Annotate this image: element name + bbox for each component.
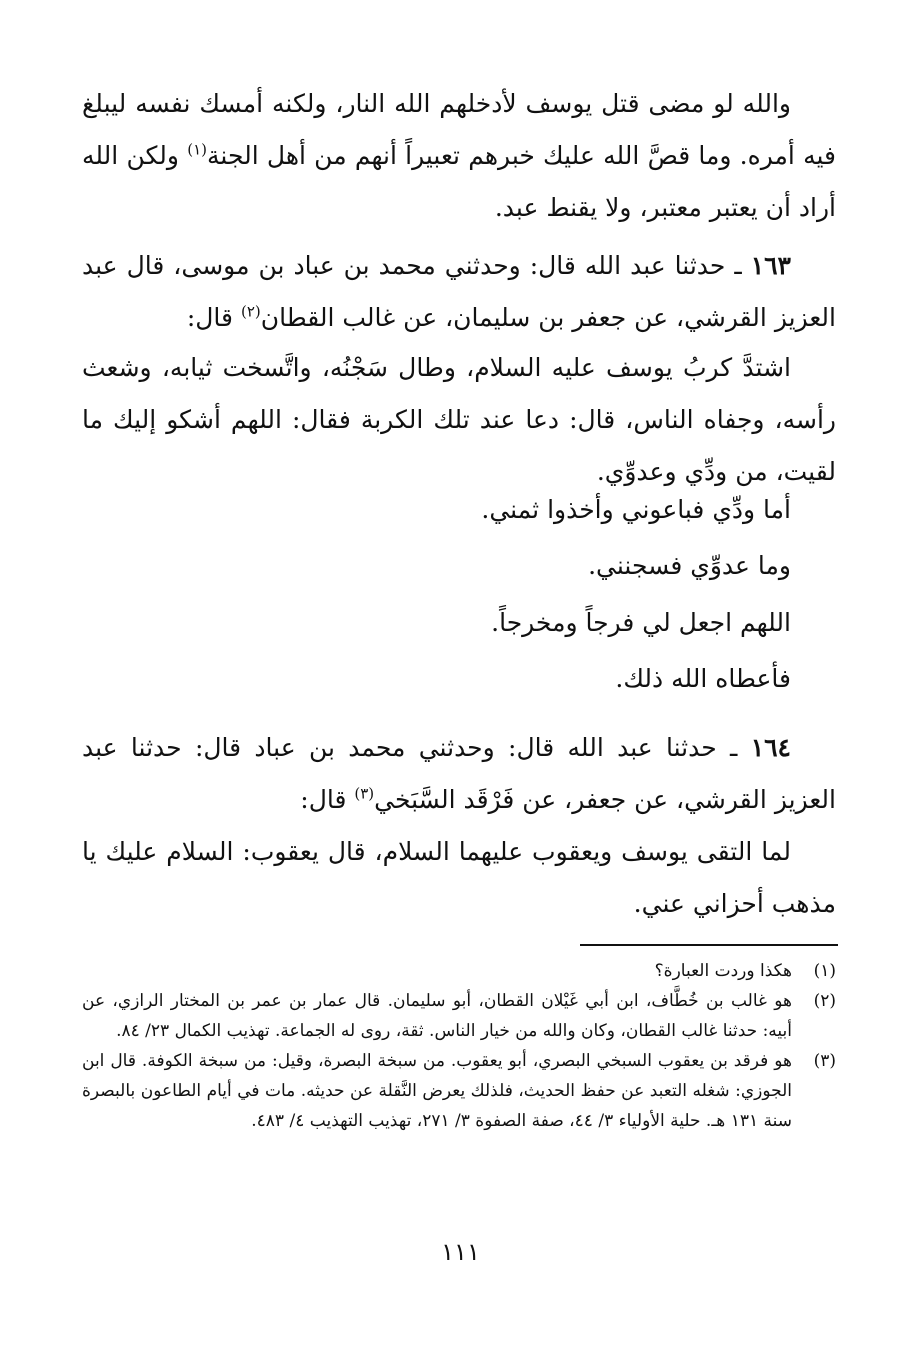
- paragraph-1: [82, 78, 836, 234]
- hadith-164-block: [82, 722, 836, 826]
- hadith-164-text: ـ حدثنا عبد الله قال: وحدثني محمد بن عباد قال: حدثنا عبد العزيز القرشي، عن جعفر، عن فَرْقَد السَّبَخي: [82, 733, 836, 814]
- footnote-ref-1: (١): [187, 140, 208, 159]
- hadith-163-isnad: [82, 240, 836, 344]
- footnote-2-mark: (٢): [813, 991, 836, 1011]
- footnotes-section: [82, 956, 836, 1136]
- footnote-2-text: هو غالب بن خُطَّاف، ابن أبي غَيْلان القطان، أبو سليمان. قال عمار بن عمر بن المختار الرازي، عن أبيه: حدثنا غالب القطان، وكان والله من خيار الناس. ثقة، روى له الجماعة. تهذيب الكمال ٢٣/ ٨٤.: [82, 991, 792, 1041]
- hadith-164-isnad: [82, 722, 836, 826]
- hadith-164-number: ١٦٤: [750, 733, 791, 762]
- hadith-163-text: ـ حدثنا عبد الله قال: وحدثني محمد بن عباد بن موسى، قال عبد العزيز القرشي، عن جعفر بن سليمان، عن غالب القطان: [82, 251, 836, 332]
- footnote-1-mark: (١): [813, 961, 836, 981]
- hadith-163-number: ١٦٣: [750, 251, 791, 280]
- verse-line-2: وما عدوِّي فسجنني.: [588, 551, 791, 580]
- page-number: ١١١: [441, 1238, 480, 1266]
- paragraph-5-block: [82, 826, 836, 930]
- hadith-163-end: قال:: [186, 303, 241, 332]
- footnote-1-text: هكذا وردت العبارة؟: [654, 961, 792, 981]
- hadith-163-block: [82, 240, 836, 344]
- paragraph-5: لما التقى يوسف ويعقوب عليهما السلام، قال يعقوب: السلام عليك يا مذهب أحزاني عني.: [82, 837, 836, 918]
- footnote-3-text: هو فرقد بن يعقوب السبخي البصري، أبو يعقوب. من سبخة البصرة، وقيل: من سبخة الكوفة. قال ابن الجوزي: شغله التعبد عن حفظ الحديث، فلذلك يعرض النَّقلة عن حديثه. مات في أيام الطاعون بالبصرة سنة ١٣١ هـ. حلية الأولياء ٣/ ٤٤، صفة الصفوة ٣/ ٢٧١، تهذيب التهذيب ٤/ ٤٨٣.: [82, 1051, 792, 1131]
- footnote-3: [82, 1046, 836, 1136]
- paragraph-1-end: ولكن الله أراد أن يعتبر معتبر، ولا يقنط عبد.: [82, 141, 836, 222]
- paragraph-1-text: والله لو مضى قتل يوسف لأدخلهم الله النار، ولكنه أمسك نفسه ليبلغ فيه أمره. وما قصَّ الله عليك خبرهم تعبيراً أنهم من أهل الجنة: [82, 89, 836, 170]
- footnote-3-mark: (٣): [813, 1051, 836, 1071]
- paragraph-3: اشتدَّ كربُ يوسف عليه السلام، وطال سَجْنُه، واتَّسخت ثيابه، وشعث رأسه، وجفاه الناس، قال: دعا عند تلك الكربة فقال: اللهم أشكو إليك ما لقيت، من ودِّي وعدوِّي.: [82, 353, 836, 486]
- footnote-divider: [580, 944, 838, 946]
- footnote-2: [82, 986, 836, 1046]
- verse-line-4: فأعطاه الله ذلك.: [615, 664, 791, 693]
- footnote-1: [82, 956, 836, 986]
- footnote-ref-3: (٣): [354, 784, 375, 803]
- verse-line-3: اللهم اجعل لي فرجاً ومخرجاً.: [491, 608, 791, 637]
- hadith-164-end: قال:: [300, 785, 355, 814]
- verse-line-1: أما ودِّي فباعوني وأخذوا ثمني.: [481, 495, 791, 524]
- paragraph-3-block: [82, 342, 836, 498]
- paragraph-1-block: [82, 78, 836, 234]
- footnote-ref-2: (٢): [240, 302, 261, 321]
